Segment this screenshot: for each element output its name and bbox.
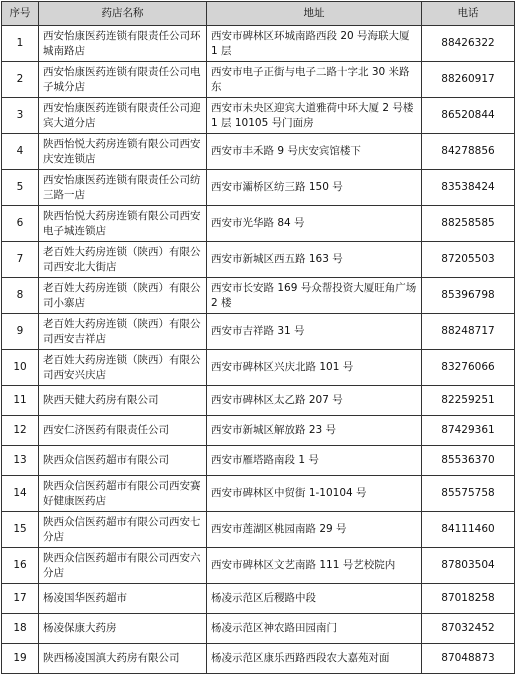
- row-number: 13: [2, 446, 39, 476]
- store-name-cell: 陕西众信医药超市有限公司西安六分店: [39, 548, 207, 584]
- store-name-cell: 老百姓大药房连锁（陕西）有限公司西安兴庆店: [39, 350, 207, 386]
- address-cell: 西安市灞桥区纺三路 150 号: [207, 170, 422, 206]
- phone-cell: 86520844: [422, 98, 515, 134]
- phone-cell: 87032452: [422, 614, 515, 644]
- header-phone: 电话: [422, 2, 515, 26]
- phone-cell: 88248717: [422, 314, 515, 350]
- table-row: [2, 584, 515, 614]
- store-name-cell: 陕西怡悦大药房连锁有限公司西安庆安连锁店: [39, 134, 207, 170]
- store-name-cell: 老百姓大药房连锁（陕西）有限公司西安北大街店: [39, 242, 207, 278]
- table-row: [2, 278, 515, 314]
- header-address: 地址: [207, 2, 422, 26]
- store-name-cell: 杨凌国华医药超市: [39, 584, 207, 614]
- store-name-cell: 西安怡康医药连锁有限责任公司迎宾大道分店: [39, 98, 207, 134]
- row-number: 2: [2, 62, 39, 98]
- address-cell: 西安市新城区西五路 163 号: [207, 242, 422, 278]
- table-row: [2, 644, 515, 674]
- row-number: 18: [2, 614, 39, 644]
- address-cell: 杨凌示范区后稷路中段: [207, 584, 422, 614]
- table-row: [2, 26, 515, 62]
- table-header-row: [2, 2, 515, 26]
- phone-cell: 83538424: [422, 170, 515, 206]
- phone-cell: 88258585: [422, 206, 515, 242]
- store-name-cell: 杨凌保康大药房: [39, 614, 207, 644]
- table-row: [2, 206, 515, 242]
- row-number: 5: [2, 170, 39, 206]
- table-row: [2, 416, 515, 446]
- phone-cell: 87205503: [422, 242, 515, 278]
- phone-cell: 82259251: [422, 386, 515, 416]
- row-number: 9: [2, 314, 39, 350]
- row-number: 14: [2, 476, 39, 512]
- row-number: 8: [2, 278, 39, 314]
- store-name-cell: 陕西众信医药超市有限公司: [39, 446, 207, 476]
- table-row: [2, 314, 515, 350]
- phone-cell: 85396798: [422, 278, 515, 314]
- row-number: 12: [2, 416, 39, 446]
- phone-cell: 88426322: [422, 26, 515, 62]
- phone-cell: 88260917: [422, 62, 515, 98]
- table-row: [2, 350, 515, 386]
- phone-cell: 84111460: [422, 512, 515, 548]
- address-cell: 西安市碑林区环城南路西段 20 号海联大厦 1 层: [207, 26, 422, 62]
- row-number: 10: [2, 350, 39, 386]
- table-row: [2, 512, 515, 548]
- address-cell: 杨凌示范区神农路田园南门: [207, 614, 422, 644]
- store-name-cell: 陕西杨凌国滇大药房有限公司: [39, 644, 207, 674]
- store-name-cell: 陕西众信医药超市有限公司西安赛好健康医药店: [39, 476, 207, 512]
- address-cell: 西安市丰禾路 9 号庆安宾馆楼下: [207, 134, 422, 170]
- table-row: [2, 98, 515, 134]
- table-row: [2, 446, 515, 476]
- row-number: 19: [2, 644, 39, 674]
- table-row: [2, 614, 515, 644]
- row-number: 11: [2, 386, 39, 416]
- table-row: [2, 62, 515, 98]
- row-number: 7: [2, 242, 39, 278]
- address-cell: 西安市雁塔路南段 1 号: [207, 446, 422, 476]
- store-name-cell: 陕西怡悦大药房连锁有限公司西安电子城连锁店: [39, 206, 207, 242]
- row-number: 4: [2, 134, 39, 170]
- table-row: [2, 548, 515, 584]
- address-cell: 西安市碑林区中贸街 1-10104 号: [207, 476, 422, 512]
- address-cell: 西安市碑林区兴庆北路 101 号: [207, 350, 422, 386]
- store-table-wrapper: [1, 1, 515, 674]
- phone-cell: 83276066: [422, 350, 515, 386]
- row-number: 15: [2, 512, 39, 548]
- phone-cell: 87018258: [422, 584, 515, 614]
- phone-cell: 87048873: [422, 644, 515, 674]
- address-cell: 西安市碑林区文艺南路 111 号艺校院内: [207, 548, 422, 584]
- table-row: [2, 242, 515, 278]
- address-cell: 西安市长安路 169 号众帮投资大厦旺角广场 2 楼: [207, 278, 422, 314]
- store-name-cell: 西安仁济医药有限责任公司: [39, 416, 207, 446]
- store-name-cell: 老百姓大药房连锁（陕西）有限公司小寨店: [39, 278, 207, 314]
- header-name: 药店名称: [39, 2, 207, 26]
- address-cell: 西安市电子正街与电子二路十字北 30 米路东: [207, 62, 422, 98]
- address-cell: 西安市碑林区太乙路 207 号: [207, 386, 422, 416]
- address-cell: 西安市莲湖区桃园南路 29 号: [207, 512, 422, 548]
- address-cell: 西安市新城区解放路 23 号: [207, 416, 422, 446]
- table-row: [2, 170, 515, 206]
- phone-cell: 87429361: [422, 416, 515, 446]
- address-cell: 西安市光华路 84 号: [207, 206, 422, 242]
- pharmacy-table: [1, 1, 515, 674]
- store-name-cell: 陕西天健大药房有限公司: [39, 386, 207, 416]
- row-number: 6: [2, 206, 39, 242]
- table-row: [2, 476, 515, 512]
- table-body: [2, 26, 515, 674]
- phone-cell: 84278856: [422, 134, 515, 170]
- store-name-cell: 陕西众信医药超市有限公司西安七分店: [39, 512, 207, 548]
- phone-cell: 85536370: [422, 446, 515, 476]
- phone-cell: 87803504: [422, 548, 515, 584]
- store-name-cell: 西安怡康医药连锁有限责任公司环城南路店: [39, 26, 207, 62]
- row-number: 3: [2, 98, 39, 134]
- address-cell: 西安市未央区迎宾大道雅荷中环大厦 2 号楼 1 层 10105 号门面房: [207, 98, 422, 134]
- store-name-cell: 老百姓大药房连锁（陕西）有限公司西安吉祥店: [39, 314, 207, 350]
- header-no: 序号: [2, 2, 39, 26]
- table-row: [2, 134, 515, 170]
- store-name-cell: 西安怡康医药连锁有限责任公司电子城分店: [39, 62, 207, 98]
- phone-cell: 85575758: [422, 476, 515, 512]
- address-cell: 西安市吉祥路 31 号: [207, 314, 422, 350]
- address-cell: 杨凌示范区康乐西路西段农大嘉苑对面: [207, 644, 422, 674]
- row-number: 17: [2, 584, 39, 614]
- row-number: 16: [2, 548, 39, 584]
- row-number: 1: [2, 26, 39, 62]
- store-name-cell: 西安怡康医药连锁有限责任公司纺三路一店: [39, 170, 207, 206]
- table-row: [2, 386, 515, 416]
